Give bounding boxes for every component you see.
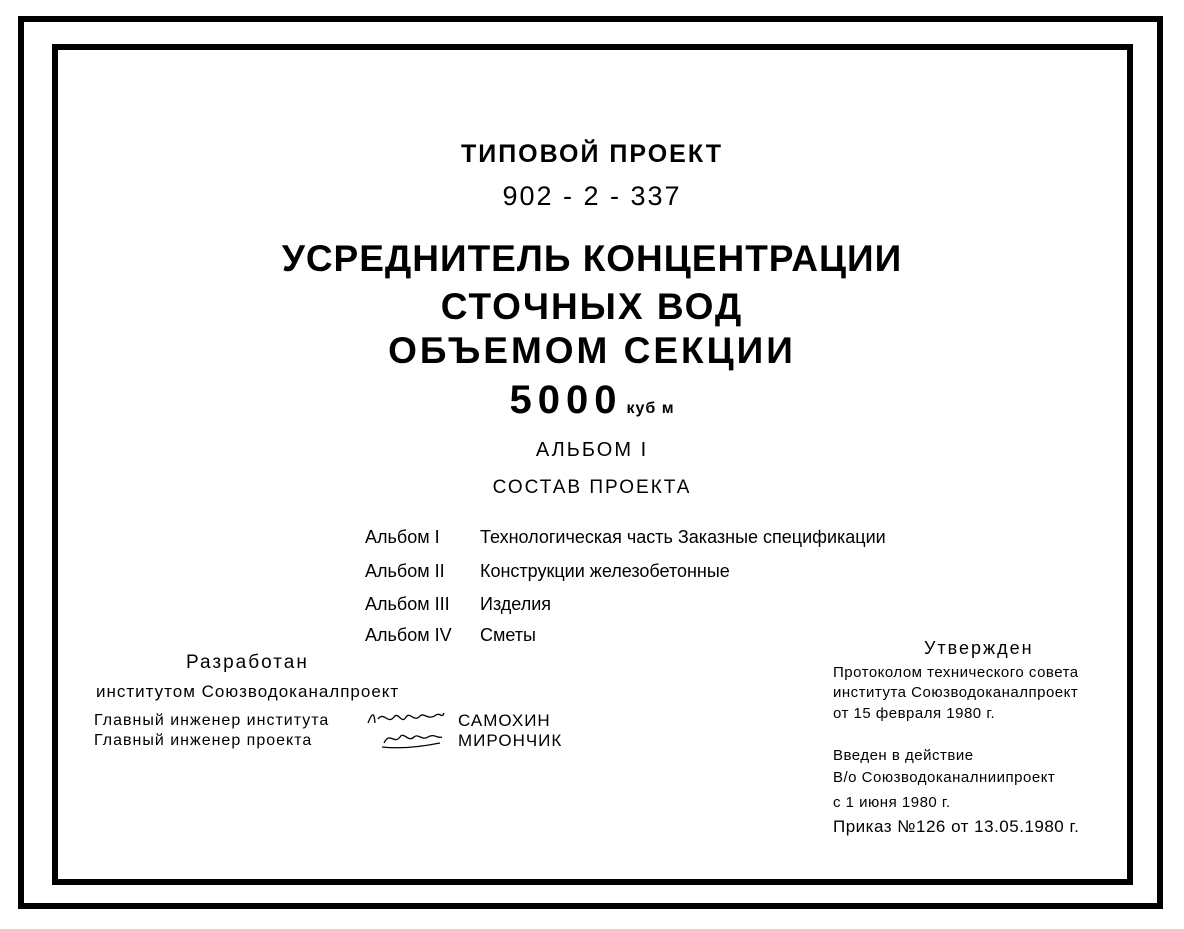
album-label: АЛЬБОМ I [535,439,649,461]
chief-engineer-institute-role: Главный инженер института [94,712,330,729]
album-list-label: Альбом IV [365,625,452,645]
name-mironchik: МИРОНЧИК [458,731,563,750]
album-list-text: Сметы [480,625,536,645]
developer-institute: институтом Союзводоканалпроект [96,682,400,701]
name-samokhin: САМОХИН [458,711,551,730]
approval-line-1: Протоколом технического совета [833,664,1079,681]
album-list-item [365,626,536,644]
approval-title: Утвержден [924,638,1034,658]
title-line-1: УСРЕДНИТЕЛЬ КОНЦЕНТРАЦИИ [281,238,903,279]
signature-samokhin [366,707,446,729]
title-line-3: ОБЪЕМОМ СЕКЦИИ [388,330,796,371]
album-list-label: Альбом II [365,561,445,581]
composition-heading: СОСТАВ ПРОЕКТА [492,477,692,498]
approval-line-6: с 1 июня 1980 г. [833,794,951,811]
developer-title: Разработан [186,652,309,673]
title-line-2: СТОЧНЫХ ВОД [440,286,744,327]
approval-line-5: В/о Союзводоканалниипроект [833,769,1056,786]
volume-line [0,380,1184,420]
album-list-label: Альбом I [365,527,440,547]
approval-line-4: Введен в действие [833,747,974,764]
album-list-text: Конструкции железобетонные [480,561,730,581]
album-list-text: Изделия [480,594,552,614]
album-list-item [365,562,730,580]
volume-unit: куб м [626,400,675,417]
project-number: 902 - 2 - 337 [502,181,682,211]
volume-value: 5000 [509,378,623,422]
album-list-text: Технологическая часть Заказные спецификации [480,527,886,547]
album-list-label: Альбом III [365,594,450,614]
album-list-item [365,528,886,546]
project-type-label: ТИПОВОЙ ПРОЕКТ [460,140,724,168]
chief-engineer-project-role: Главный инженер проекта [94,732,313,749]
album-list-item [365,595,551,613]
signature-mironchik [380,727,444,749]
approval-line-7: Приказ №126 от 13.05.1980 г. [833,817,1080,836]
approval-line-3: от 15 февраля 1980 г. [833,705,996,722]
approval-line-2: института Союзводоканалпроект [833,684,1079,701]
